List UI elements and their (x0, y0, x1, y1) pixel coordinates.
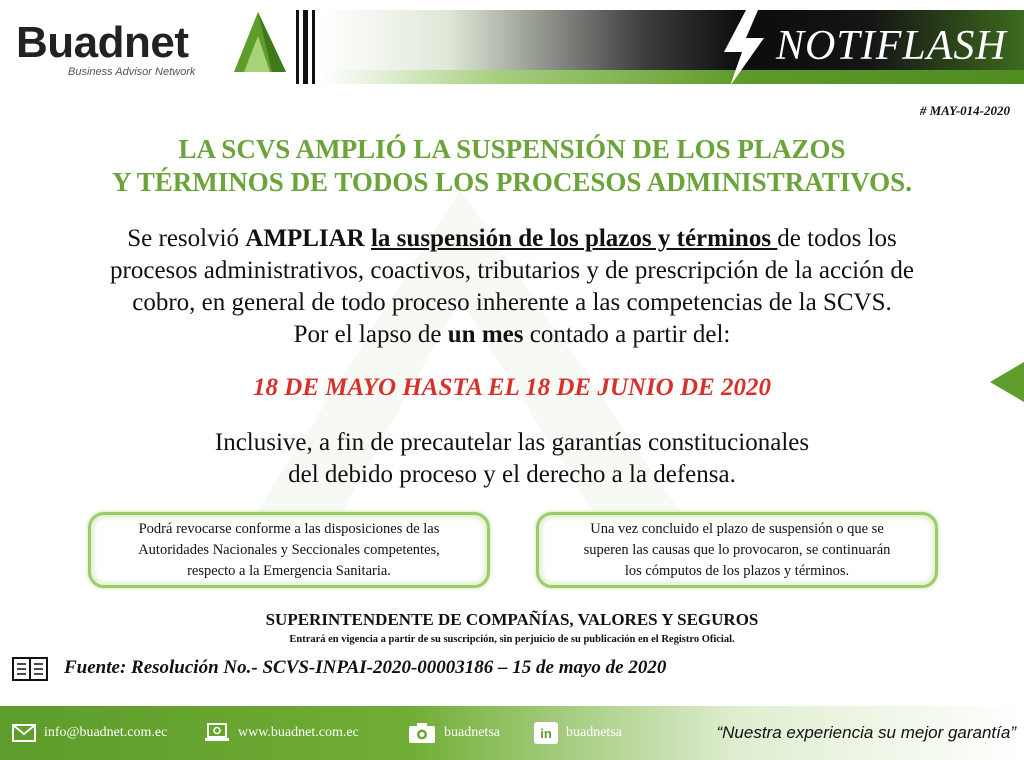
body-underlined: la suspensión de los plazos y términos (370, 225, 778, 252)
header (0, 0, 1024, 88)
footer-linkedin[interactable] (534, 706, 622, 760)
body-line-3: cobro, en general de todo proceso inherente a las competencias de la SCVS. (132, 289, 892, 316)
left-arrow-icon[interactable] (990, 362, 1024, 402)
camera-icon (408, 722, 436, 744)
banner-green-strip (322, 70, 1024, 84)
body-line-1 (0, 223, 1024, 255)
signature-title: SUPERINTENDENTE DE COMPAÑÍAS, VALORES Y SEGUROS (265, 610, 759, 629)
headline (0, 133, 1024, 199)
footer-email-text: info@buadnet.com.ec (44, 725, 168, 740)
footer-instagram-text: buadnetsa (444, 725, 500, 740)
note-left-line-2: Autoridades Nacionales y Seccionales competentes, (138, 542, 440, 558)
body-line-4-text: Por el lapso de (293, 321, 448, 348)
body-paragraph (0, 223, 1024, 351)
brand-name: Buadnet (16, 18, 189, 67)
document-code: # MAY-014-2020 (919, 103, 1010, 118)
body-line-2: procesos administrativos, coactivos, tributarios y de prescripción de la acción de (110, 257, 914, 284)
linkedin-icon (534, 722, 558, 744)
headline-line-1: LA SCVS AMPLIÓ LA SUSPENSIÓN DE LOS PLAZOS (178, 134, 846, 164)
body-emphasis: AMPLIAR (245, 225, 365, 252)
note-box-continuation (536, 512, 938, 588)
source-reference: Fuente: Resolución No.- SCVS-INPAI-2020-00003186 – 15 de mayo de 2020 (64, 657, 667, 678)
body-period-bold: un mes (447, 321, 524, 348)
body-line-4-end: contado a partir del: (523, 321, 731, 348)
body-line-4 (0, 319, 1024, 351)
divider-bars (294, 10, 318, 84)
note-left-line-3: respecto a la Emergencia Sanitaria. (187, 563, 391, 579)
note-right-line-1: Una vez concluido el plazo de suspensión o que se (590, 521, 884, 537)
brand-logo[interactable] (14, 14, 284, 84)
note-right-line-2: superen las causas que lo provocaron, se continuarán (583, 542, 891, 558)
footer-website-text: www.buadnet.com.ec (238, 725, 359, 740)
banner-title: NOTIFLASH (776, 23, 1007, 69)
linkedin-badge: in (534, 722, 558, 744)
date-range: 18 DE MAYO HASTA EL 18 DE JUNIO DE 2020 (253, 374, 771, 401)
footer (0, 706, 1024, 760)
mail-icon (12, 724, 36, 742)
inclusive-line-1: Inclusive, a fin de precautelar las garantías constitucionales (214, 429, 810, 456)
footer-instagram[interactable] (408, 706, 500, 760)
logo-mountain-icon (214, 2, 294, 82)
inclusive-line-2: del debido proceso y el derecho a la defensa. (288, 461, 736, 488)
headline-line-2: Y TÉRMINOS DE TODOS LOS PROCESOS ADMINISTRATIVOS. (112, 167, 912, 197)
footer-website[interactable] (204, 706, 359, 760)
brand-tagline: Business Advisor Network (68, 66, 196, 78)
footer-email[interactable] (12, 706, 167, 760)
body-line-1-end: de todos los (777, 225, 897, 252)
note-left-line-1: Podrá revocarse conforme a las disposiciones de las (138, 521, 440, 537)
body-line-1-text: Se resolvió (127, 225, 246, 252)
laptop-icon (204, 723, 230, 743)
signature-subtitle: Entrará en vigencia a partir de su suscripción, sin perjuicio de su publicación en el Registro Oficial. (289, 634, 735, 645)
footer-motto: “Nuestra experiencia su mejor garantía” (716, 723, 1016, 742)
footer-linkedin-text: buadnetsa (566, 725, 622, 740)
inclusive-paragraph (0, 427, 1024, 491)
note-box-revocation (88, 512, 490, 588)
note-right-line-3: los cómputos de los plazos y términos. (624, 563, 850, 579)
book-icon (12, 657, 48, 683)
lightning-bolt-icon (716, 8, 772, 88)
